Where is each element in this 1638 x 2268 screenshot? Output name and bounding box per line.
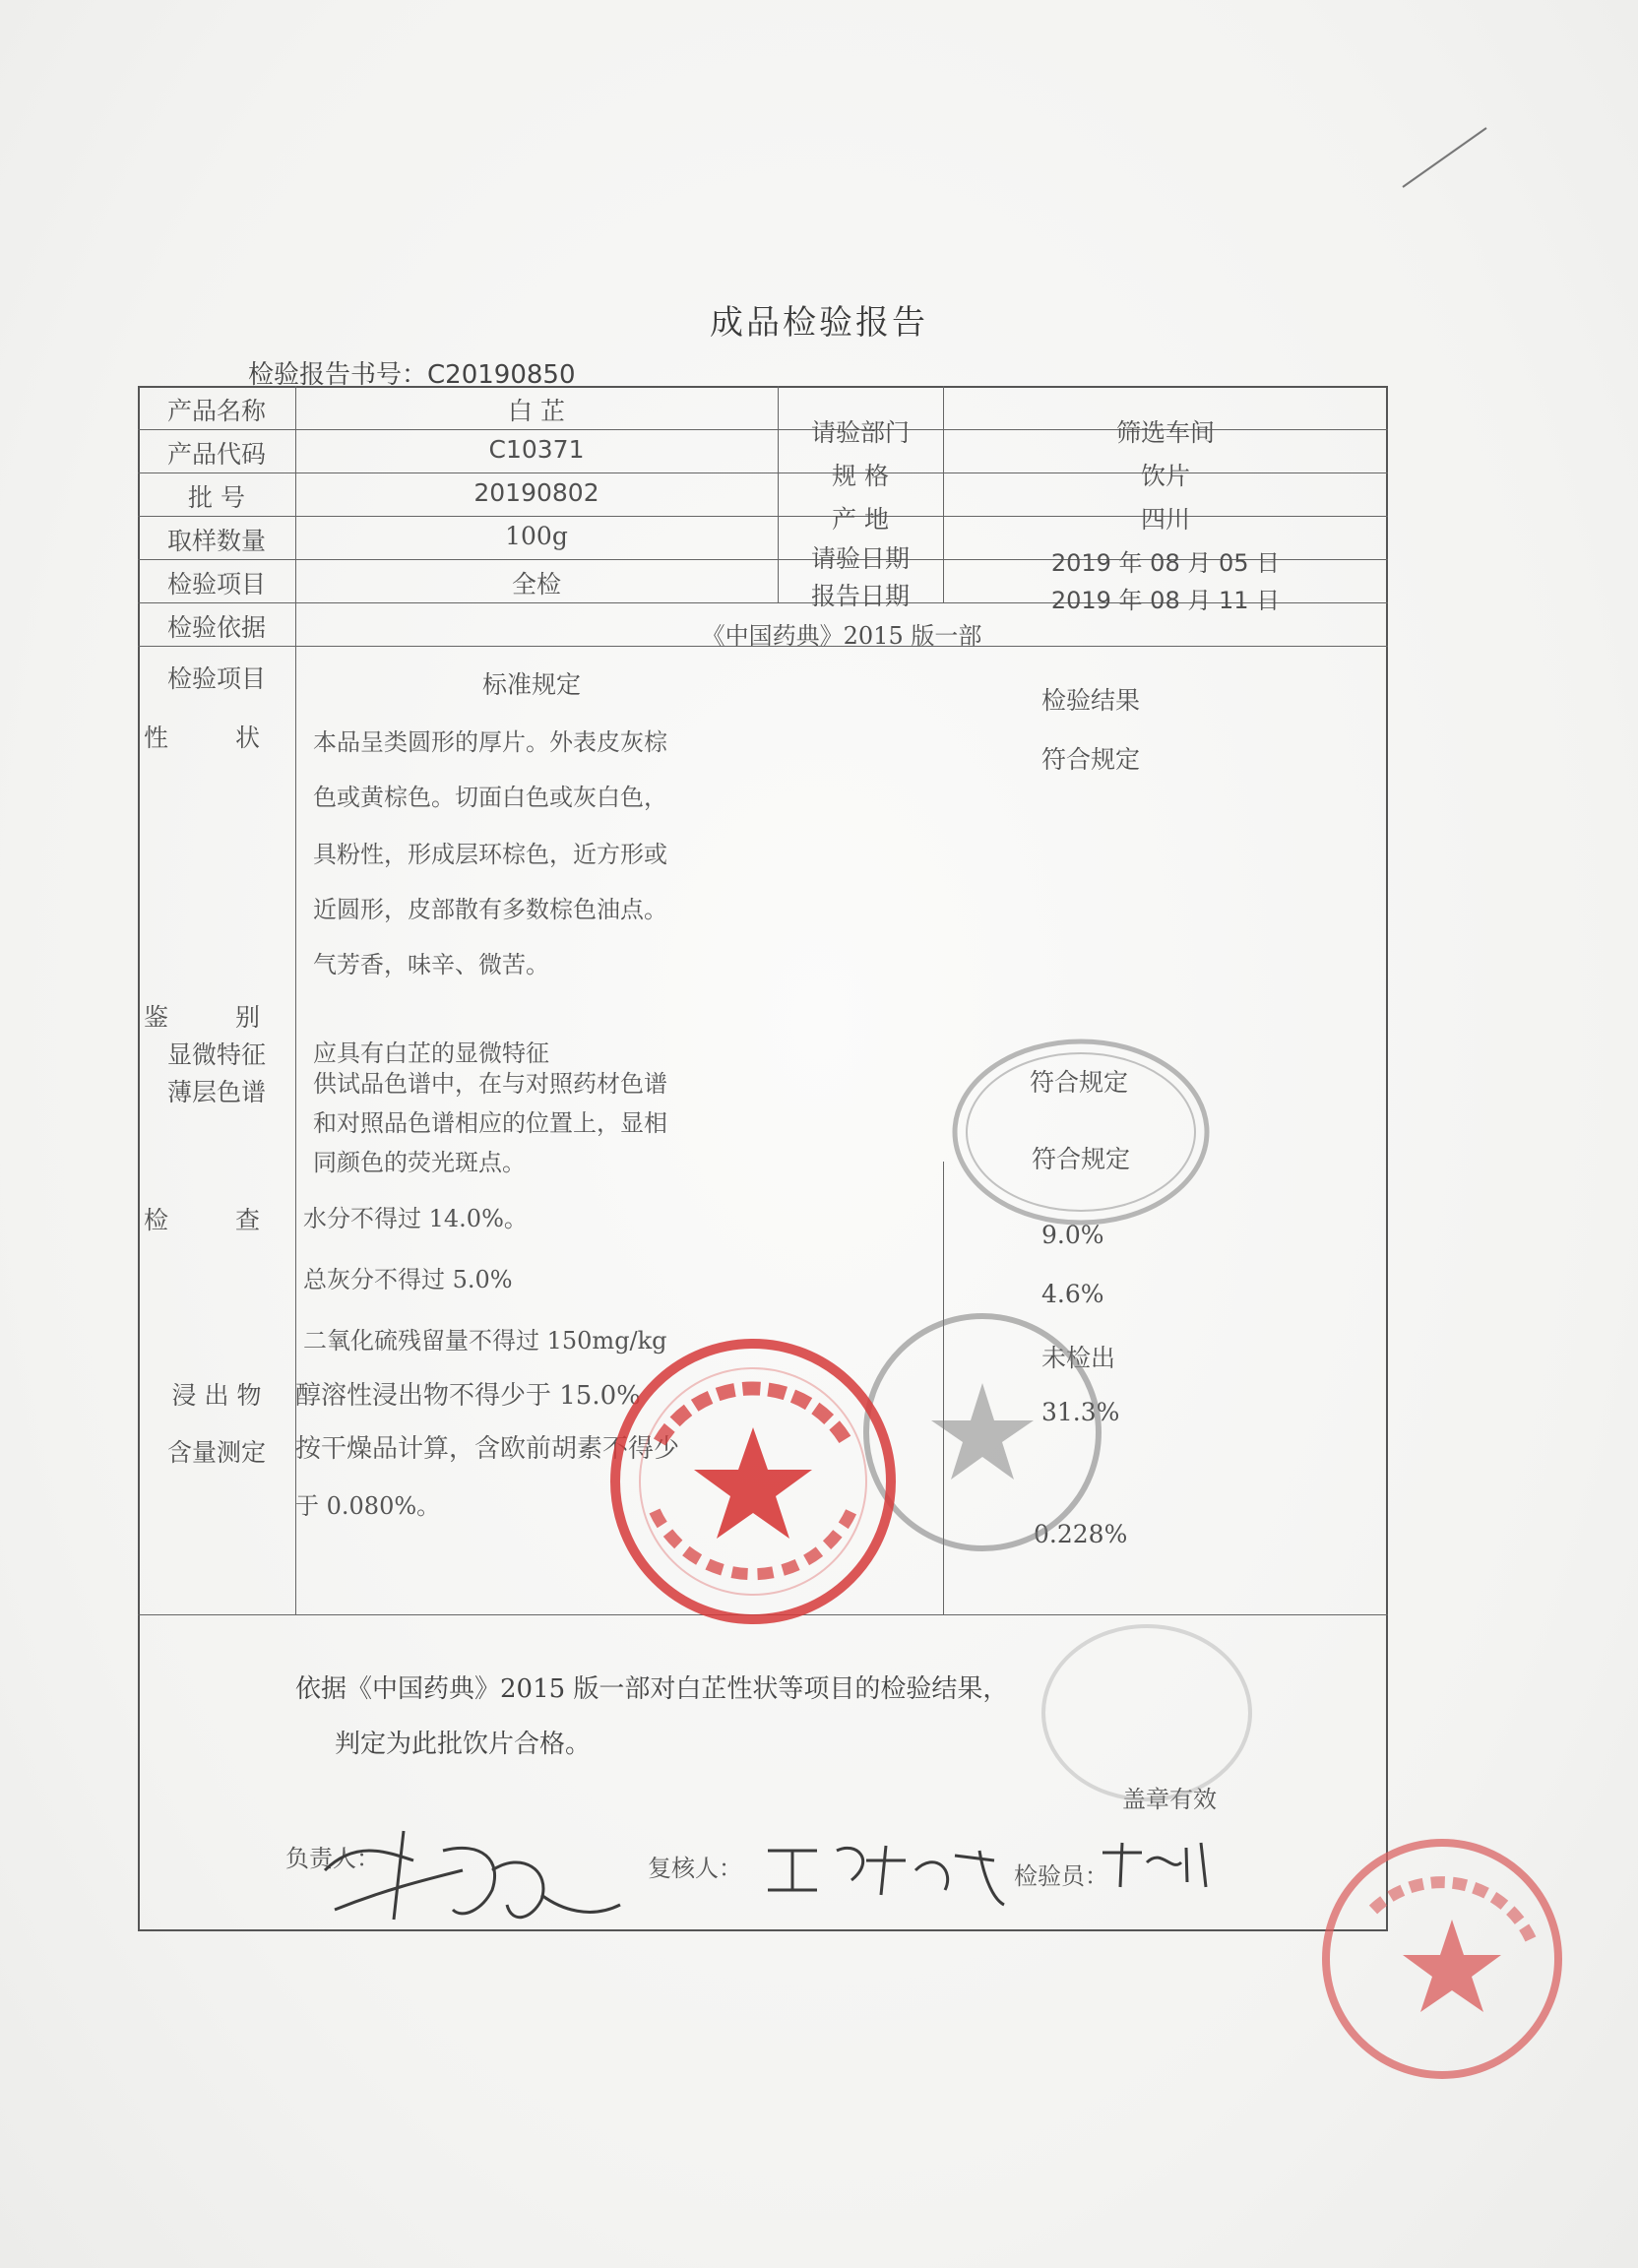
- row-label-product-code: 产品代码: [166, 440, 266, 469]
- red-company-seal: [600, 1334, 906, 1629]
- item-tlc-result: 符合规定: [1032, 1145, 1131, 1173]
- red-seal-bottom: [1314, 1821, 1570, 2097]
- row-value-origin: 四川: [1140, 505, 1190, 534]
- item-micro-result: 符合规定: [1030, 1068, 1129, 1097]
- item-tlc-line: 供试品色谱中，在与对照药材色谱: [313, 1070, 667, 1098]
- reviewer-signature: [758, 1831, 1014, 1910]
- conclusion-text: [295, 1662, 1008, 1772]
- row-label-request-date: 请验日期: [810, 544, 910, 573]
- responsible-signature: [295, 1811, 630, 1939]
- inspector-signature: [1093, 1833, 1230, 1892]
- col-header-item: 检验项目: [166, 664, 266, 693]
- item-check-standard: 水分不得过 14.0%。: [303, 1205, 528, 1232]
- row-value-product-name: 白 芷: [508, 397, 565, 425]
- item-traits-line: 近圆形，皮部散有多数棕色油点。: [313, 896, 667, 923]
- item-check-standard: 总灰分不得过 5.0%: [303, 1266, 513, 1293]
- pen-mark: [1398, 118, 1496, 197]
- item-micro-label: 显微特征: [166, 1040, 266, 1069]
- item-content-line: 按干燥品计算，含欧前胡素不得少: [295, 1434, 680, 1464]
- item-check-result: 4.6%: [1041, 1280, 1104, 1308]
- item-extract-label: 浸 出 物: [171, 1381, 262, 1410]
- seal-note: 盖章有效: [1122, 1786, 1217, 1813]
- row-value-sample-qty: 100g: [505, 522, 568, 550]
- item-traits-result: 符合规定: [1041, 745, 1141, 774]
- row-value-report-date: 2019 年 08 月 11 日: [1050, 587, 1281, 614]
- row-label-batch: 批 号: [188, 483, 245, 512]
- item-identify-label: 鉴 别: [144, 1003, 289, 1032]
- item-traits-line: 气芳香，味辛、微苦。: [313, 951, 549, 978]
- item-tlc-line: 和对照品色谱相应的位置上，显相: [313, 1109, 667, 1137]
- item-check-result: 9.0%: [1041, 1221, 1104, 1249]
- item-traits-line: 色或黄棕色。切面白色或灰白色，: [313, 784, 667, 811]
- item-micro-standard: 应具有白芷的显微特征: [313, 1040, 549, 1067]
- item-content-line: 于 0.080%。: [295, 1492, 441, 1520]
- item-traits-line: 本品呈类圆形的厚片。外表皮灰棕: [313, 728, 667, 756]
- row-label-product-name: 产品名称: [166, 397, 266, 425]
- row-label-sample-qty: 取样数量: [166, 527, 266, 555]
- row-value-spec: 饮片: [1140, 462, 1190, 490]
- conclusion-line: 依据《中国药典》2015 版一部对白芷性状等项目的检验结果，: [295, 1674, 1009, 1704]
- faint-gray-seal: [1034, 1614, 1260, 1811]
- item-content-label: 含量测定: [166, 1438, 266, 1467]
- row-value-product-code: C10371: [488, 435, 585, 464]
- row-label-spec: 规 格: [832, 462, 889, 490]
- document-title: 成品检验报告: [710, 303, 928, 343]
- col-header-result: 检验结果: [1041, 686, 1141, 715]
- item-check-result: 未检出: [1041, 1344, 1116, 1372]
- row-label-test-items: 检验项目: [166, 570, 266, 598]
- item-extract-result: 31.3%: [1041, 1398, 1120, 1426]
- row-value-test-items: 全检: [511, 570, 561, 598]
- col-header-standard: 标准规定: [482, 670, 582, 699]
- row-label-origin: 产 地: [832, 505, 889, 534]
- row-value-basis: 《中国药典》2015 版一部: [701, 622, 982, 650]
- report-number-value: C20190850: [427, 360, 576, 390]
- row-value-request-date: 2019 年 08 月 05 日: [1050, 549, 1281, 577]
- item-tlc-label: 薄层色谱: [166, 1078, 266, 1106]
- item-tlc-line: 同颜色的荧光斑点。: [313, 1149, 526, 1176]
- signature-inspector-label: 检验员：: [1014, 1862, 1108, 1890]
- item-content-result: 0.228%: [1034, 1520, 1128, 1548]
- gray-inspection-stamp: [943, 1024, 1219, 1240]
- report-number-label: 检验报告书号：: [248, 360, 428, 390]
- row-value-batch: 20190802: [473, 478, 599, 507]
- signature-reviewer-label: 复核人：: [648, 1855, 742, 1882]
- item-extract-standard: 醇溶性浸出物不得少于 15.0%: [295, 1381, 641, 1411]
- item-traits-label: 性 状: [144, 724, 289, 752]
- item-traits-line: 具粉性，形成层环棕色，近方形或: [313, 841, 667, 868]
- row-label-report-date: 报告日期: [810, 582, 910, 610]
- conclusion-line: 判定为此批饮片合格。: [335, 1730, 592, 1759]
- row-label-basis: 检验依据: [166, 613, 266, 642]
- signature-responsible-label: 负责人：: [285, 1845, 380, 1872]
- item-check-standard: 二氧化硫残留量不得过 150mg/kg: [303, 1327, 667, 1354]
- row-label-department: 请验部门: [810, 418, 910, 447]
- row-value-department: 筛选车间: [1115, 418, 1215, 447]
- item-check-label: 检 查: [144, 1206, 289, 1234]
